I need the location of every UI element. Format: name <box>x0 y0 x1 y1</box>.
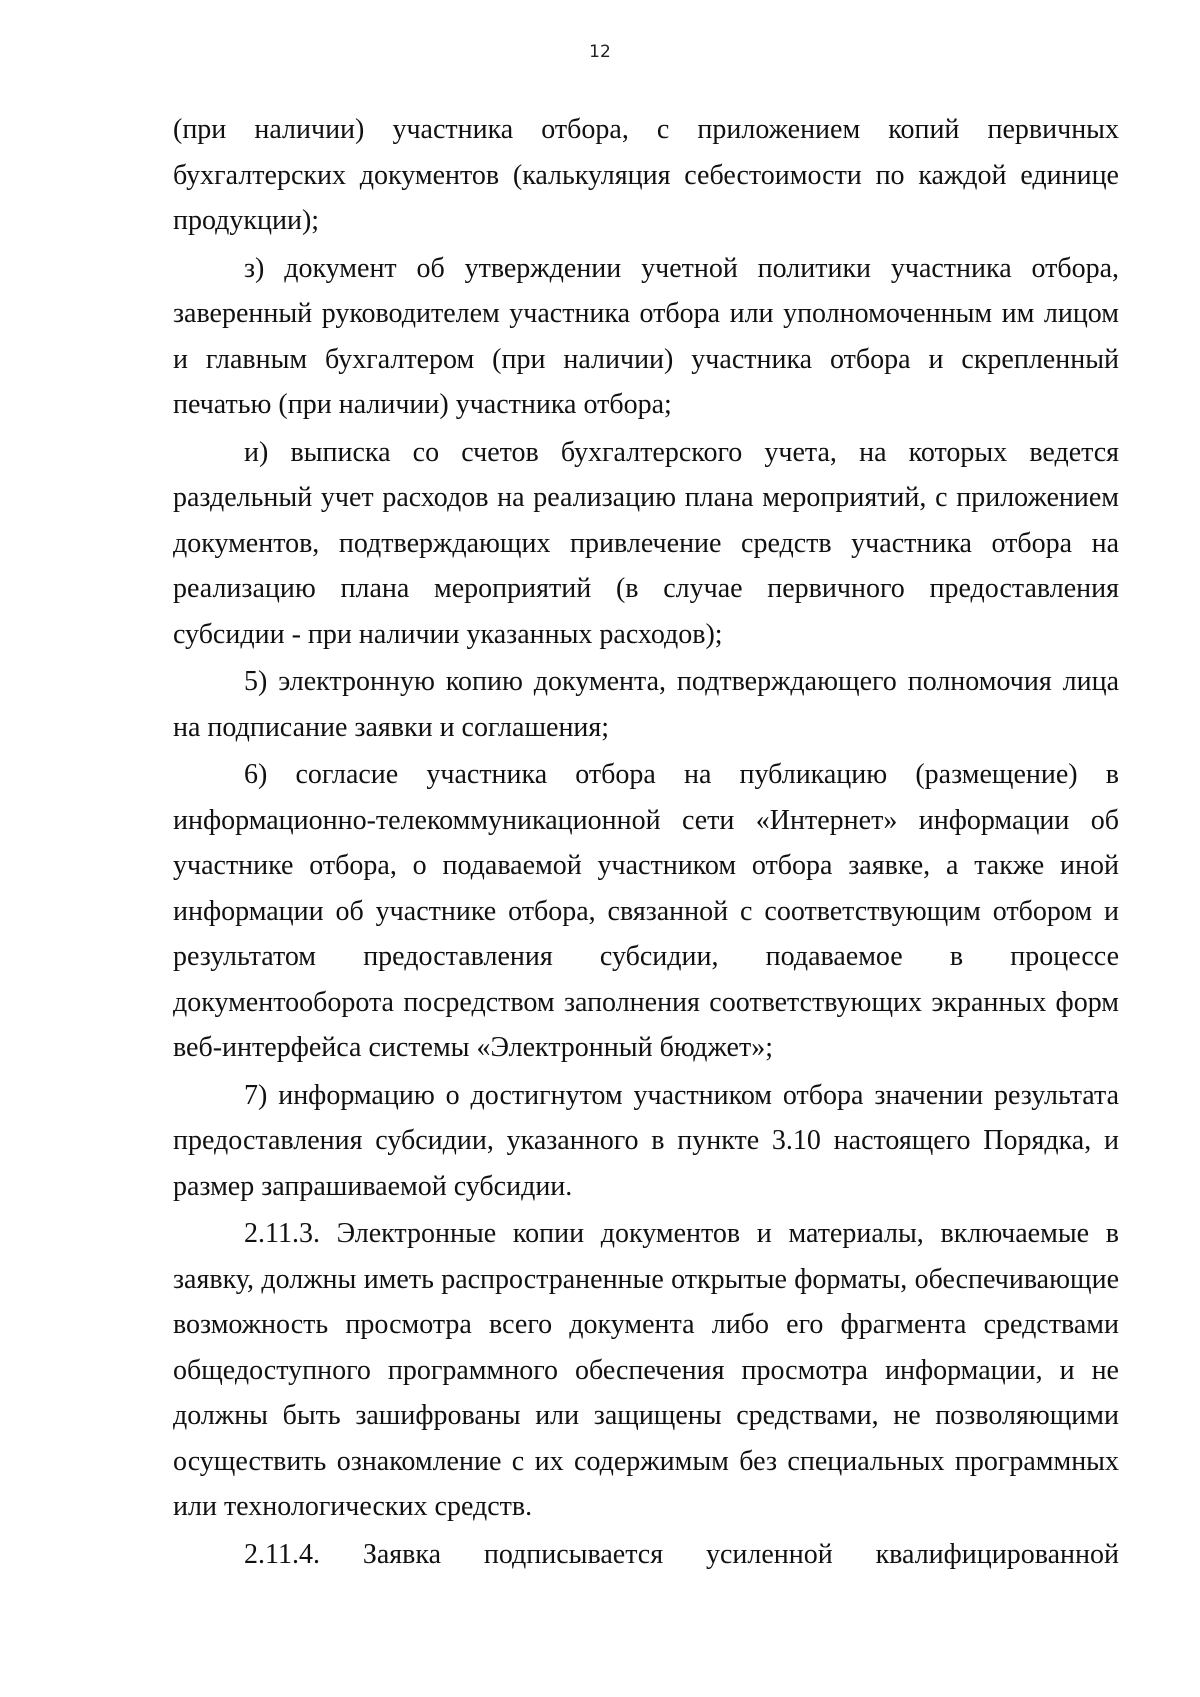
paragraph-2-11-4-signature: 2.11.4. Заявка подписывается усиленной квалифицированной <box>244 1538 1119 1570</box>
document-body <box>173 107 1119 1579</box>
page-number: 12 <box>589 42 611 62</box>
paragraph-2-11-3-electronic-copies: 2.11.3. Электронные копии документов и материалы, включаемые в заявку, должны иметь распространенные открытые форматы, обеспечивающие возможность просмотра всего документа либо его фрагмента средствами общедоступного программного обеспечения просмотра информации, и не должны быть зашифрованы или защищены средствами, не позволяющими осуществить ознакомление с их содержимым без специальных программных или технологических средств. <box>173 1218 1119 1522</box>
paragraph-z-accounting-policy: з) документ об утверждении учетной политики участника отбора, заверенный руководителем участника отбора или уполномоченным им лицом и главным бухгалтером (при наличии) участника отбора и скрепленный печатью (при наличии) участника отбора; <box>173 252 1119 420</box>
paragraph-6-publication-consent: 6) согласие участника отбора на публикацию (размещение) в информационно-телекоммуникационной сети «Интернет» информации об участнике отбора, о подаваемой участником отбора заявке, а также иной информации об участнике отбора, связанной с соответствующим отбором и результатом предоставления субсидии, подаваемое в процессе документооборота посредством заполнения соответствующих экранных форм веб-интерфейса системы «Электронный бюджет»; <box>173 759 1119 1063</box>
paragraph-7-result-information: 7) информацию о достигнутом участником отбора значении результата предоставления субсидии, указанного в пункте 3.10 настоящего Порядка, и размер запрашиваемой субсидии. <box>173 1079 1119 1202</box>
paragraph-5-authority-document: 5) электронную копию документа, подтверждающего полномочия лица на подписание заявки и соглашения; <box>173 666 1119 743</box>
paragraph-continuation: (при наличии) участника отбора, с приложением копий первичных бухгалтерских документов (калькуляция себестоимости по каждой единице продукции); <box>173 114 1119 236</box>
paragraph-i-account-statement: и) выписка со счетов бухгалтерского учета, на которых ведется раздельный учет расходов на реализацию плана мероприятий, с приложением документов, подтверждающих привлечение средств участника отбора на реализацию плана мероприятий (в случае первичного предоставления субсидии - при наличии указанных расходов); <box>173 436 1119 650</box>
